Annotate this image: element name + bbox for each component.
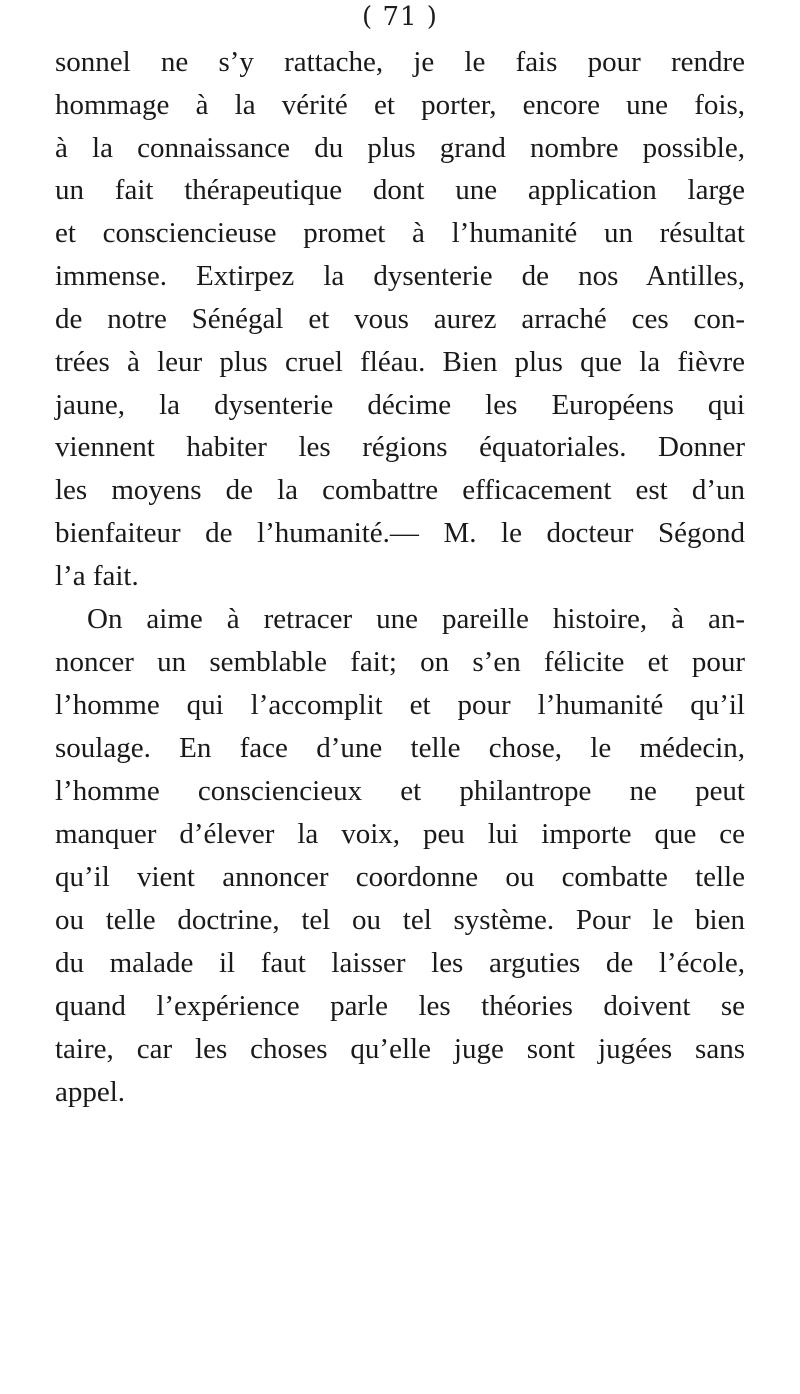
text-line: appel. [55,1076,126,1108]
text-line: soulage. En face d’une telle chose, le médecin, [55,732,745,764]
text-line: à la connaissance du plus grand nombre possible, [55,132,745,164]
text-line: ou telle doctrine, tel ou tel système. Pour le bien [55,904,745,936]
text-line: qu’il vient annoncer coordonne ou combatte telle [55,861,745,893]
text-line: On aime à retracer une pareille histoire, à an- [87,603,745,635]
text-line: les moyens de la combattre efficacement est d’un [55,474,745,506]
text-line: un fait thérapeutique dont une application large [55,174,745,206]
text-line: du malade il faut laisser les arguties de l’école, [55,947,745,979]
text-line: de notre Sénégal et vous aurez arraché ces con- [55,303,745,335]
page-number: ( 71 ) [362,2,438,32]
text-line: l’homme consciencieux et philantrope ne peut [55,775,745,807]
text-line: bienfaiteur de l’humanité.— M. le docteur Ségond [55,517,745,549]
text-line: taire, car les choses qu’elle juge sont jugées sans [55,1033,745,1065]
text-line: noncer un semblable fait; on s’en félicite et pour [55,646,745,678]
text-line: l’a fait. [55,560,139,592]
text-line: sonnel ne s’y rattache, je le fais pour rendre [55,46,745,78]
text-line: trées à leur plus cruel fléau. Bien plus que la fièvre [55,346,745,378]
text-line: l’homme qui l’accomplit et pour l’humanité qu’il [55,689,745,721]
text-line: immense. Extirpez la dysenterie de nos Antilles, [55,260,745,292]
text-line: hommage à la vérité et porter, encore une fois, [55,89,745,121]
text-line: manquer d’élever la voix, peu lui importe que ce [55,818,745,850]
text-line: quand l’expérience parle les théories doivent se [55,990,745,1022]
text-line: jaune, la dysenterie décime les Européens qui [55,389,745,421]
text-line: et consciencieuse promet à l’humanité un résultat [55,217,745,249]
text-line: viennent habiter les régions équatoriales. Donner [55,431,745,463]
